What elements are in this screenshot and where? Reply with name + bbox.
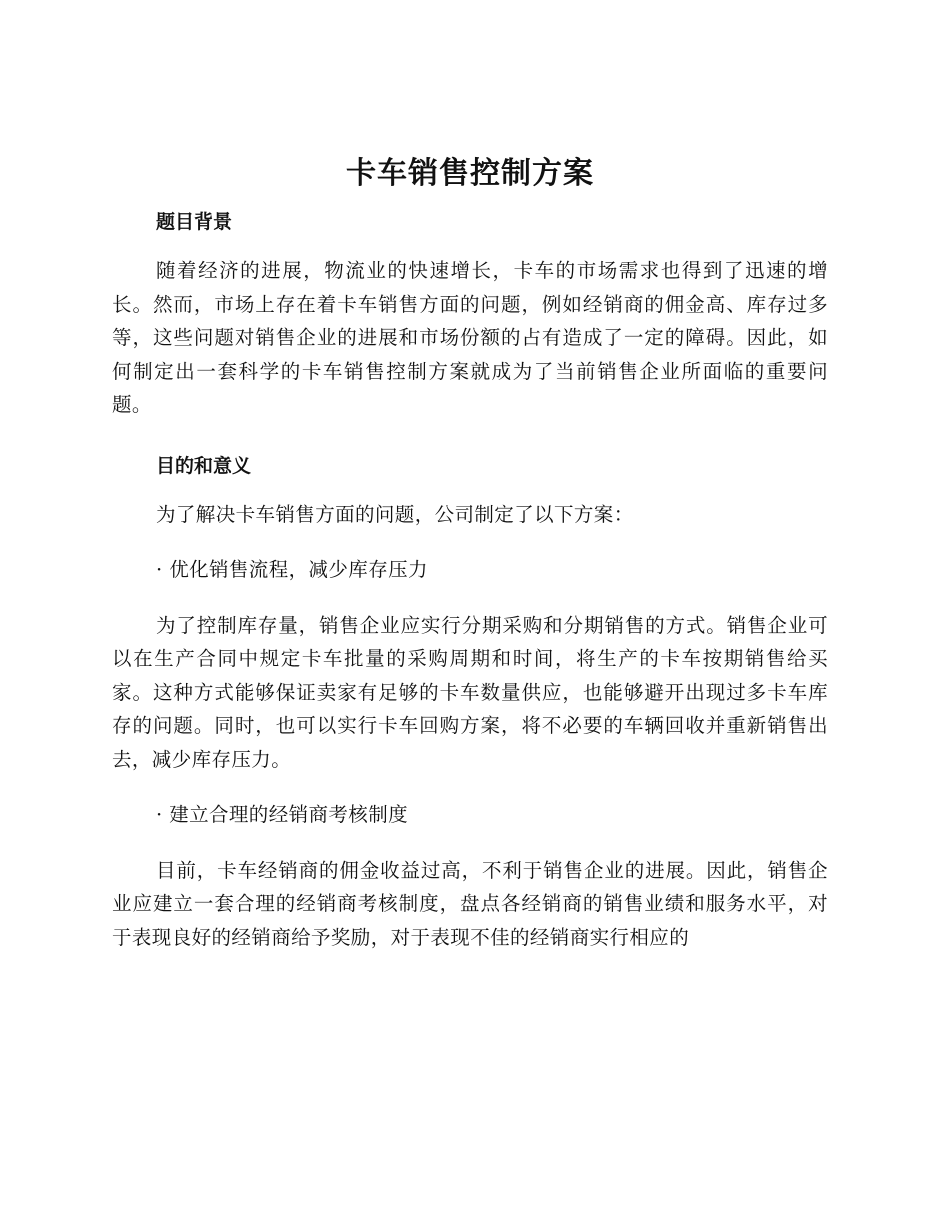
paragraph-background: 随着经济的进展，物流业的快速增长，卡车的市场需求也得到了迅速的增长。然而，市场上存在着卡车销售方面的问题，例如经销商的佣金高、库存过多等，这些问题对销售企业的进展和市场份额的占有造成了一定的障碍。因此，如何制定出一套科学的卡车销售控制方案就成为了当前销售企业所面临的重要问题。 — [112, 259, 828, 416]
document-title: 卡车销售控制方案 — [346, 156, 594, 191]
bullet-item-dealer-assessment: · 建立合理的经销商考核制度 — [156, 803, 408, 826]
document-body — [112, 150, 828, 954]
paragraph-optimize-sales: 为了控制库存量，销售企业应实行分期采购和分期销售的方式。销售企业可以在生产合同中规定卡车批量的采购周期和时间，将生产的卡车按期销售给买家。这种方式能够保证卖家有足够的卡车数量供应，也能够避开出现过多卡车库存的问题。同时，也可以实行卡车回购方案，将不必要的车辆回收并重新销售出去，减少库存压力。 — [112, 613, 828, 771]
paragraph-dealer-assessment: 目前，卡车经销商的佣金收益过高，不利于销售企业的进展。因此，销售企业应建立一套合理的经销商考核制度，盘点各经销商的销售业绩和服务水平，对于表现良好的经销商给予奖励，对于表现不佳的经销商实行相应的 — [112, 858, 828, 949]
section-heading-background: 题目背景 — [156, 211, 233, 233]
paragraph-purpose-intro: 为了解决卡车销售方面的问题，公司制定了以下方案： — [156, 502, 634, 526]
section-heading-purpose: 目的和意义 — [156, 454, 252, 477]
bullet-item-optimize-sales: · 优化销售流程，减少库存压力 — [156, 558, 428, 581]
